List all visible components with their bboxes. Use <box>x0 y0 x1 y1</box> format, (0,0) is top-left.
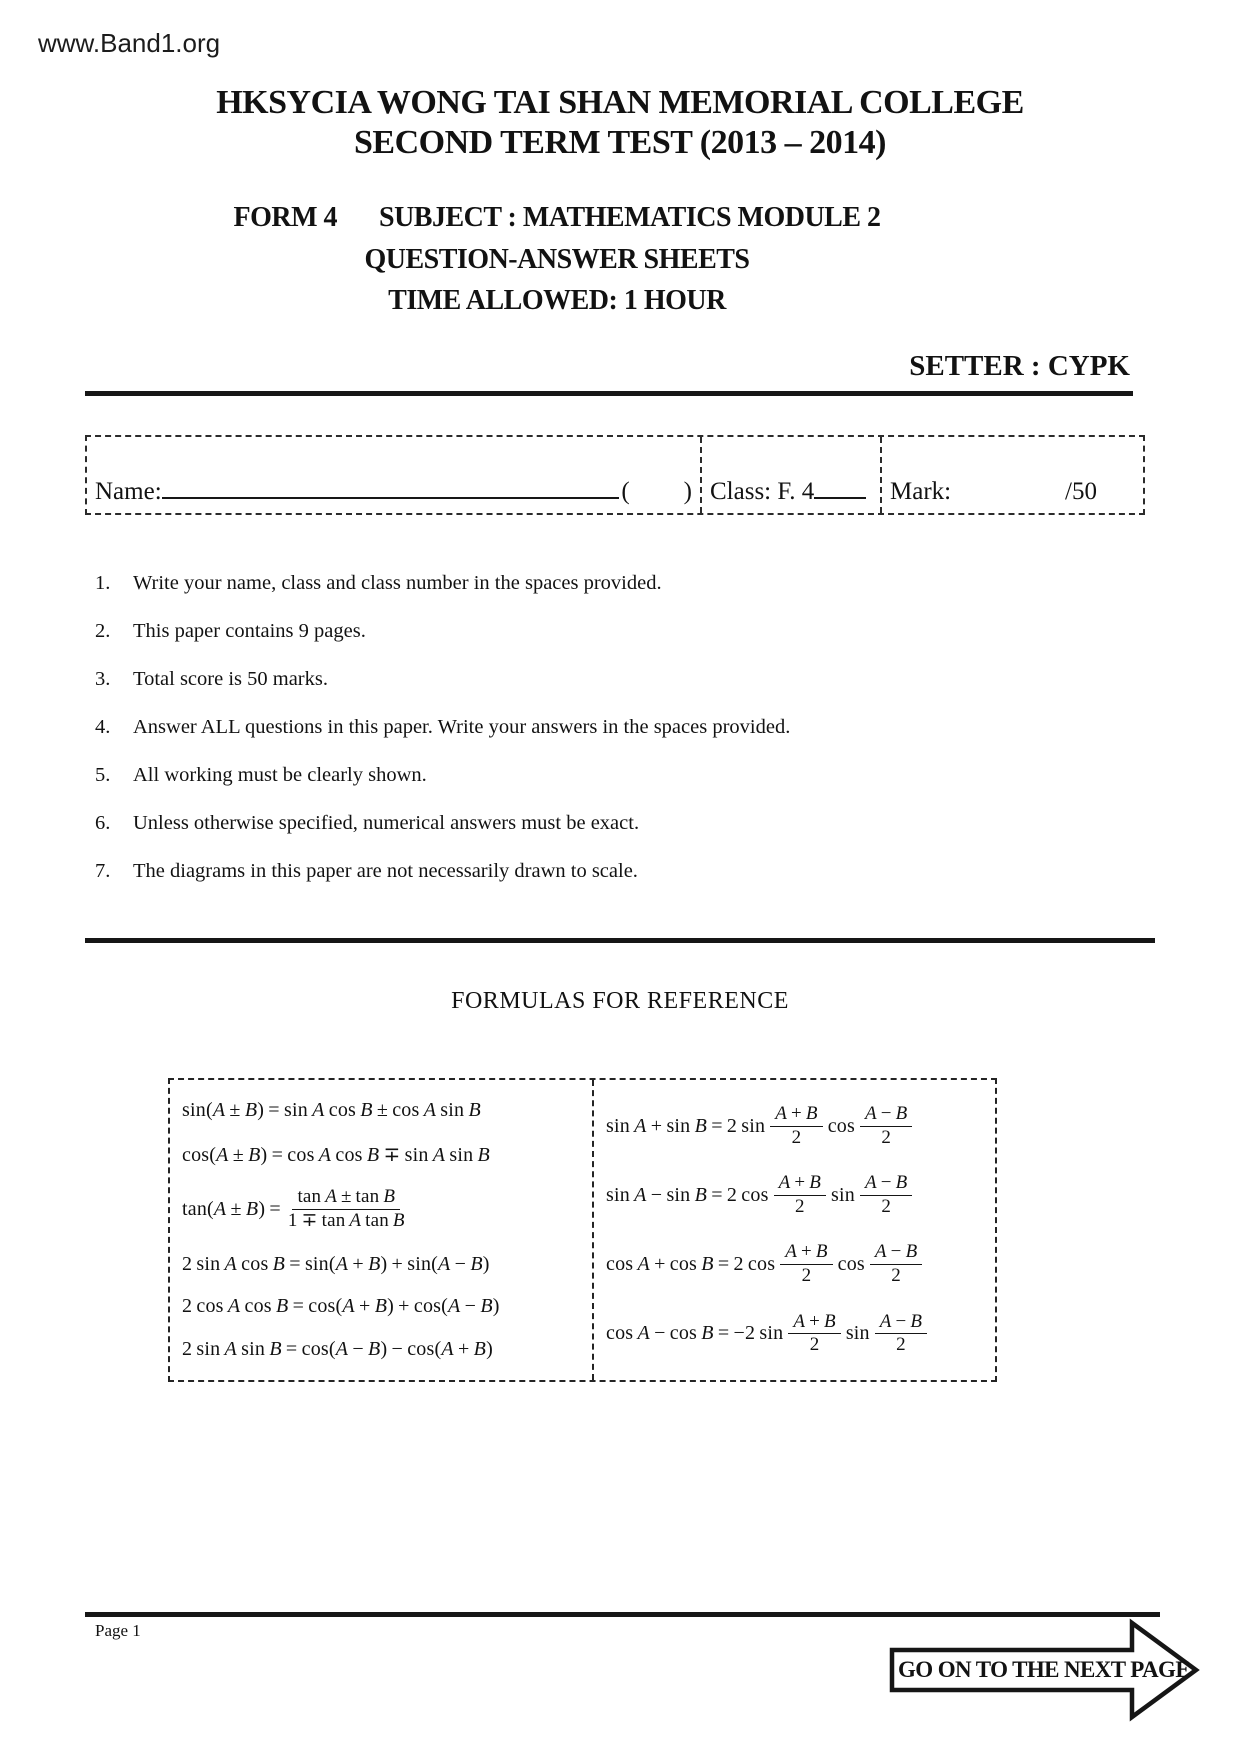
formula-box <box>168 1078 997 1382</box>
formula-row <box>606 1241 989 1288</box>
instruction-item <box>95 764 1115 786</box>
name-cell <box>95 478 692 506</box>
fraction: $\frac{A - B}{2}$ <box>870 1241 922 1288</box>
fraction: $\frac{\text{tan A ± tan B}}{\text{1 ∓ tan A tan B}}$ <box>287 1186 405 1232</box>
section-rule <box>85 938 1155 943</box>
instruction-text: All working must be clearly shown. <box>133 764 427 786</box>
formulas-title: FORMULAS FOR REFERENCE <box>451 988 789 1014</box>
formula-text: sin <box>845 1322 870 1345</box>
instruction-text: The diagrams in this paper are not necessarily drawn to scale. <box>133 860 638 882</box>
info-box-divider-1 <box>700 437 702 513</box>
instruction-number: 3. <box>95 668 111 690</box>
formula-box-divider <box>592 1080 594 1380</box>
instruction-text: Write your name, class and class number in the spaces provided. <box>133 572 662 594</box>
name-label: Name: <box>95 478 162 505</box>
formula-row <box>606 1172 989 1219</box>
mark-cell <box>890 478 1097 506</box>
instruction-number: 4. <box>95 716 111 738</box>
name-underline <box>162 496 620 499</box>
college-name: HKSYCIA WONG TAI SHAN MEMORIAL COLLEGE <box>216 84 1024 121</box>
class-underline <box>814 496 866 499</box>
formula-text: cos(A ± B) = cos A cos B ∓ sin A sin B <box>182 1143 490 1166</box>
formula-text: 2 sin A cos B = sin(A + B) + sin(A − B) <box>182 1252 490 1275</box>
instruction-number: 7. <box>95 860 111 882</box>
formula-text: sin A − sin B = 2 cos <box>606 1183 769 1206</box>
site-url: www.Band1.org <box>38 28 221 58</box>
fraction: $\frac{A + B}{2}$ <box>780 1241 832 1288</box>
fraction: $\frac{A - B}{2}$ <box>860 1172 912 1219</box>
formula-row <box>606 1103 989 1150</box>
instruction-item <box>95 572 1115 594</box>
setter-label: SETTER : CYPK <box>909 350 1130 382</box>
instruction-text: Total score is 50 marks. <box>133 668 328 690</box>
formula-text: 2 cos A cos B = cos(A + B) + cos(A − B) <box>182 1295 500 1318</box>
formula-col-right <box>606 1080 989 1380</box>
instruction-item <box>95 620 1115 642</box>
fraction: $\frac{A + B}{2}$ <box>770 1103 822 1150</box>
instruction-text: Answer ALL questions in this paper. Write your answers in the spaces provided. <box>133 716 791 738</box>
instruction-number: 6. <box>95 812 111 834</box>
form-label: FORM 4 <box>233 202 338 233</box>
formula-text: cos <box>837 1253 865 1276</box>
form-subject-line <box>0 202 1114 234</box>
fraction: $\frac{A - B}{2}$ <box>875 1311 927 1358</box>
formula-col-left <box>182 1080 582 1380</box>
fraction: $\frac{A + B}{2}$ <box>774 1172 826 1219</box>
fraction: $\frac{A - B}{2}$ <box>860 1103 912 1150</box>
formula-row <box>182 1186 582 1233</box>
class-number-paren-open: ( <box>621 478 630 505</box>
formula-text: cos A + cos B = 2 cos <box>606 1253 776 1276</box>
class-label: Class: F. 4 <box>710 478 815 505</box>
header-rule <box>85 391 1133 396</box>
instructions-list <box>95 572 1115 908</box>
instruction-number: 5. <box>95 764 111 786</box>
formula-row <box>182 1253 582 1276</box>
fraction: $\frac{A + B}{2}$ <box>788 1311 840 1358</box>
subject-label: SUBJECT : MATHEMATICS MODULE 2 <box>379 202 881 233</box>
class-cell <box>710 478 876 506</box>
info-box-divider-2 <box>880 437 882 513</box>
formula-row <box>182 1142 582 1167</box>
mark-label: Mark: <box>890 478 952 505</box>
info-box <box>85 435 1145 515</box>
instruction-text: This paper contains 9 pages. <box>133 620 366 642</box>
formula-text: 2 sin A sin B = cos(A − B) − cos(A + B) <box>182 1337 493 1360</box>
formula-text: cos A − cos B = −2 sin <box>606 1322 784 1345</box>
mark-value: /50 <box>1065 478 1097 505</box>
page-number: Page 1 <box>95 1621 141 1640</box>
instruction-item <box>95 716 1115 738</box>
formula-text: tan(A ± B) = <box>182 1198 281 1221</box>
instruction-item <box>95 860 1115 882</box>
instruction-item <box>95 812 1115 834</box>
formula-row <box>182 1338 582 1361</box>
test-title: SECOND TERM TEST (2013 – 2014) <box>354 124 886 161</box>
formula-row <box>606 1311 989 1358</box>
formula-text: cos <box>827 1114 855 1137</box>
instruction-item <box>95 668 1115 690</box>
formula-text: sin(A ± B) = sin A cos B ± cos A sin B <box>182 1099 481 1122</box>
class-number-paren-close: ) <box>683 478 692 505</box>
instruction-number: 2. <box>95 620 111 642</box>
instruction-number: 1. <box>95 572 111 594</box>
time-allowed: TIME ALLOWED: 1 HOUR <box>388 285 726 316</box>
formula-text: sin <box>831 1183 855 1206</box>
instruction-text: Unless otherwise specified, numerical answers must be exact. <box>133 812 640 834</box>
formula-row <box>182 1295 582 1318</box>
sheets-title: QUESTION-ANSWER SHEETS <box>364 244 750 275</box>
formula-text: sin A + sin B = 2 sin <box>606 1114 766 1137</box>
next-page-label: GO ON TO THE NEXT PAGE <box>898 1657 1191 1682</box>
formula-row <box>182 1099 582 1122</box>
